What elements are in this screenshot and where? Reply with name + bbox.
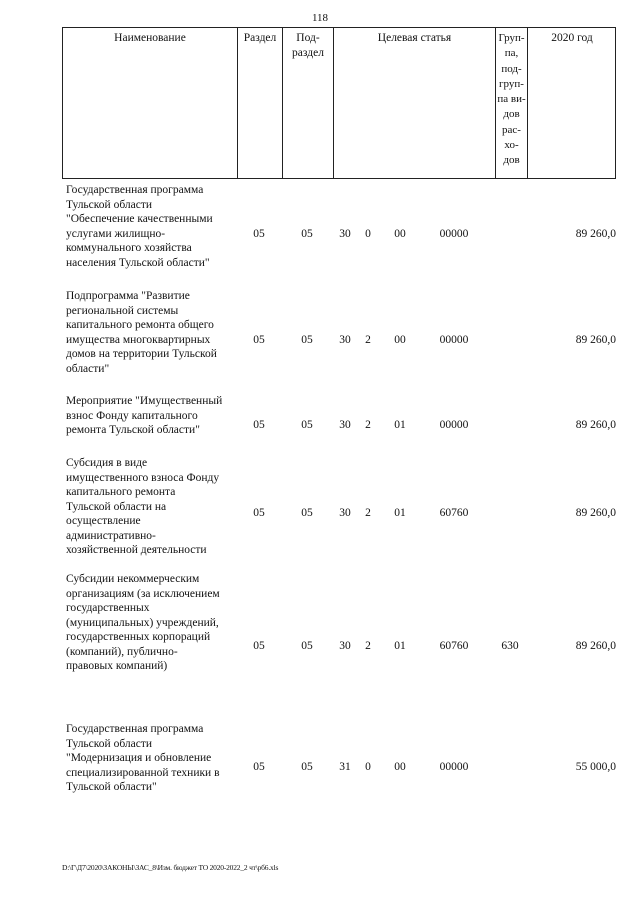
header-group-line: хо- [504, 139, 519, 152]
razdel-cell: 05 [253, 761, 265, 773]
target-part1-cell: 31 [339, 761, 351, 773]
row-name [66, 572, 236, 674]
target-part2-cell: 2 [365, 334, 371, 346]
file-path-footer: D:\Г\Д7\2020\ЗАКОНЫ\ЗАС_8\Изм. бюджет ТО 2020-2022_2 чт\рб6.xls [62, 863, 279, 872]
header-year: 2020 год [551, 32, 593, 44]
target-part2-cell: 2 [365, 640, 371, 652]
target-part4-cell: 00000 [439, 334, 469, 346]
target-part2-cell: 2 [365, 507, 371, 519]
row-name-line: коммунального хозяйства [66, 242, 192, 254]
podrazdel-cell: 05 [301, 419, 313, 431]
podrazdel-cell: 05 [301, 334, 313, 346]
table-row [62, 456, 616, 560]
razdel-cell: 05 [253, 507, 265, 519]
target-part1-cell: 30 [339, 228, 351, 240]
target-part1-cell: 30 [339, 419, 351, 431]
row-name-line: Тульской области на [66, 500, 167, 513]
target-part3-cell: 00 [394, 334, 406, 346]
row-name-line: домов на территории Тульской [66, 348, 217, 360]
header-group-line: дов [503, 108, 520, 121]
table-row [62, 289, 616, 379]
row-name-line: правовых компаний) [66, 660, 168, 672]
row-name-line: населения Тульской области" [66, 256, 210, 269]
razdel-cell: 05 [253, 640, 265, 652]
header-group-line: под- [501, 62, 522, 75]
page-number: 118 [311, 12, 329, 24]
header-podrazdel-line: Под- [296, 32, 320, 44]
sum-cell: 89 260,0 [575, 419, 616, 431]
target-part4-cell: 00000 [439, 228, 469, 240]
row-name-line: осуществление [66, 515, 141, 527]
target-part2-cell: 0 [365, 761, 371, 773]
header-group-line: груп- [499, 77, 524, 90]
row-name-line: "Модернизация и обновление [66, 752, 212, 764]
row-name-line: административно- [66, 529, 156, 542]
podrazdel-cell: 05 [301, 507, 313, 519]
row-name-line: Государственная программа [66, 184, 204, 196]
table-row [62, 394, 616, 442]
sum-cell: 89 260,0 [575, 334, 616, 346]
row-name [66, 289, 236, 376]
sum-cell: 55 000,0 [575, 761, 616, 773]
header-group-line: рас- [502, 123, 521, 136]
row-name-line: имущественного взноса Фонду [66, 471, 220, 484]
row-name-line: Субсидии некоммерческим [66, 573, 200, 585]
row-name [66, 183, 236, 270]
target-part2-cell: 2 [365, 419, 371, 431]
target-part1-cell: 30 [339, 334, 351, 346]
header-razdel: Раздел [238, 28, 283, 178]
target-part4-cell: 00000 [439, 419, 469, 431]
row-name-line: взнос Фонду капитального [66, 409, 198, 422]
header-group-line: Груп- [498, 32, 525, 44]
header-group-line: па ви- [497, 93, 526, 106]
header-group [496, 28, 528, 178]
row-name-line: Тульской области [66, 737, 153, 750]
podrazdel-cell: 05 [301, 761, 313, 773]
group-cell: 630 [501, 640, 519, 652]
target-part4-cell: 60760 [439, 507, 469, 519]
row-name-line: Тульской области" [66, 781, 157, 793]
sum-cell: 89 260,0 [575, 228, 616, 240]
target-part4-cell: 60760 [439, 640, 469, 652]
target-part2-cell: 0 [365, 228, 371, 240]
row-name-line: области" [66, 362, 110, 375]
target-part1-cell: 30 [339, 507, 351, 519]
row-name-line: хозяйственной деятельности [66, 544, 207, 556]
row-name-line: имущества многоквартирных [66, 333, 211, 346]
row-name-line: государственных корпораций [66, 631, 211, 643]
row-name-line: Государственная программа [66, 723, 204, 735]
podrazdel-cell: 05 [301, 640, 313, 652]
row-name-line: Подпрограмма "Развитие [66, 290, 190, 302]
table-row [62, 183, 616, 273]
row-name-line: государственных [66, 602, 150, 614]
row-name-line: специализированной техники в [66, 766, 220, 779]
header-group-line: па, [504, 47, 519, 60]
header-podrazdel [283, 28, 334, 178]
row-name-line: (компаний), публично- [66, 645, 178, 658]
razdel-cell: 05 [253, 228, 265, 240]
header-name: Наименование [63, 28, 238, 178]
row-name-line: капитального ремонта [66, 486, 176, 498]
header-group-line: дов [503, 154, 520, 167]
razdel-cell: 05 [253, 419, 265, 431]
table-row [62, 572, 616, 676]
header-target: Целевая статья [334, 28, 496, 178]
table-header [62, 27, 616, 179]
row-name [66, 394, 236, 438]
target-part3-cell: 01 [394, 640, 406, 652]
table-row [62, 722, 616, 802]
podrazdel-cell: 05 [301, 228, 313, 240]
row-name-line: услугами жилищно- [66, 227, 166, 240]
row-name-line: капитального ремонта общего [66, 319, 214, 331]
razdel-cell: 05 [253, 334, 265, 346]
target-part1-cell: 30 [339, 640, 351, 652]
row-name-line: Мероприятие "Имущественный [66, 395, 223, 407]
sum-cell: 89 260,0 [575, 507, 616, 519]
target-part3-cell: 00 [394, 228, 406, 240]
row-name-line: региональной системы [66, 304, 179, 317]
row-name-line: организациям (за исключением [66, 587, 220, 600]
target-part4-cell: 00000 [439, 761, 469, 773]
target-part3-cell: 00 [394, 761, 406, 773]
header-podrazdel-line: раздел [292, 47, 324, 59]
row-name-line: (муниципальных) учреждений, [66, 616, 219, 629]
row-name-line: "Обеспечение качественными [66, 213, 213, 225]
row-name-line: ремонта Тульской области" [66, 424, 200, 436]
row-name-line: Тульской области [66, 198, 153, 211]
row-name-line: Субсидия в виде [66, 457, 148, 469]
row-name [66, 456, 236, 558]
target-part3-cell: 01 [394, 419, 406, 431]
target-part3-cell: 01 [394, 507, 406, 519]
row-name [66, 722, 236, 795]
sum-cell: 89 260,0 [575, 640, 616, 652]
